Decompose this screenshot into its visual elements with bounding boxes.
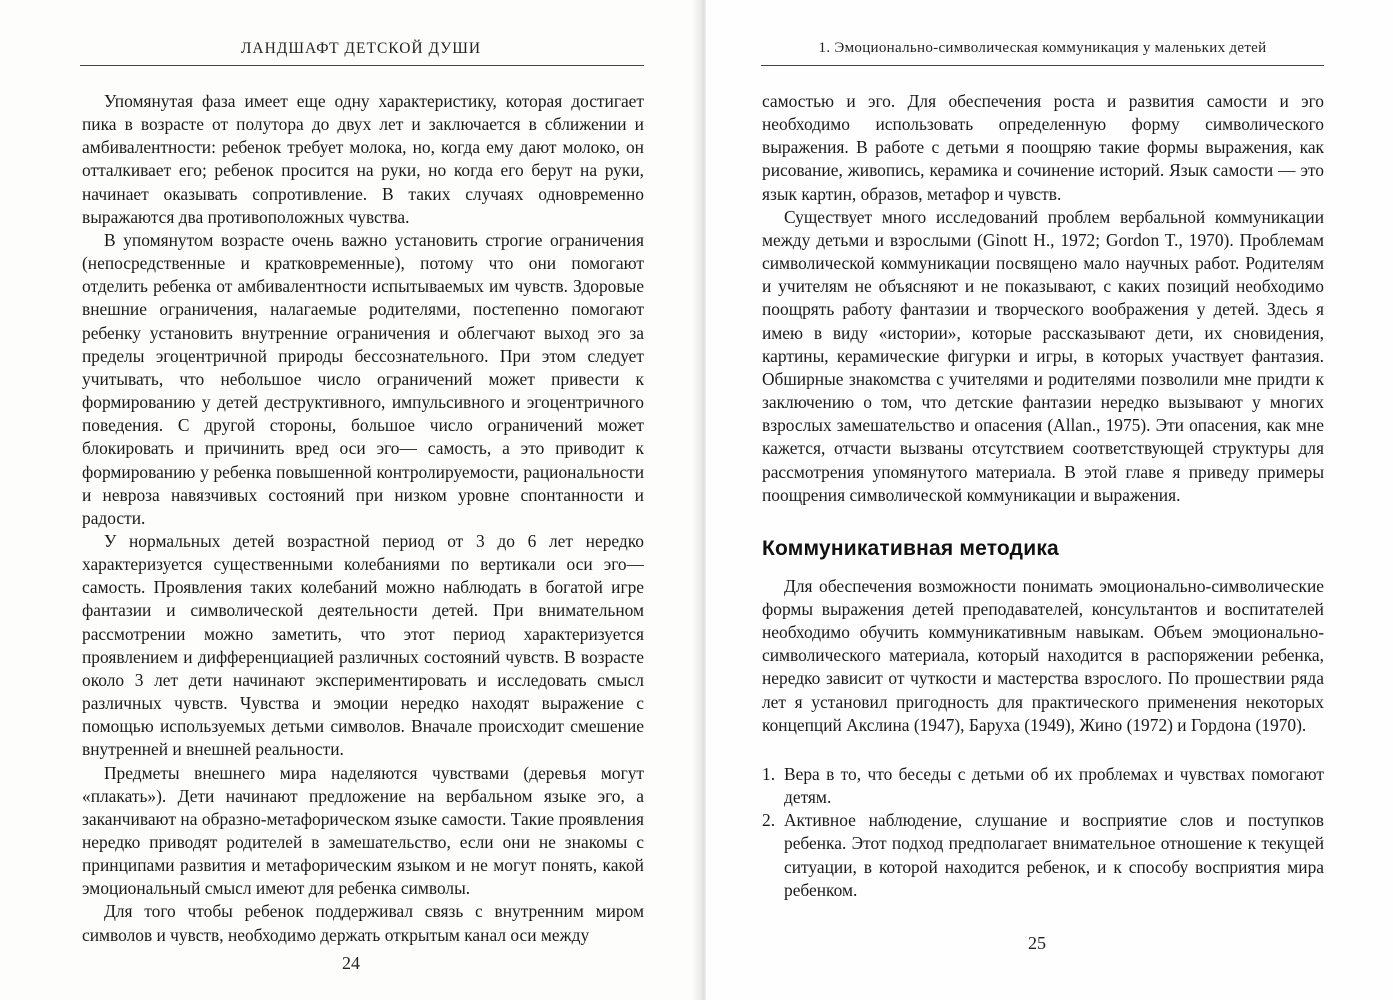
- running-head-right: 1. Эмоционально-символическая коммуникация у маленьких детей: [818, 40, 1267, 56]
- section-heading: Коммуникативная методика: [762, 536, 1059, 560]
- paragraph: У нормальных детей возрастной период от 3 до 6 лет нередко характеризуется существенными колебаниями по вертикали оси эго— самость. Проявления таких колебаний можно наблюдать в богатой игре фантазии и символической деятельности детей. При внимательном рассмотрении можно заметить, что этот период характеризуется проявлением и дифференциацией различных состояний чувств. В возрасте около 3 лет дети начинают экспериментировать и исследовать смысл различных чувств. Чувства и эмоции нередко находят выражение с помощью используемых детьми символов. Вначале происходит смешение внутренней и внешней реальности.: [82, 530, 644, 760]
- numbered-list: [762, 763, 1324, 902]
- header-rule-left: [80, 65, 644, 66]
- paragraph: Для обеспечения возможности понимать эмоционально-символические формы выражения детей преподавателей, консультантов и воспитателей необходимо обучить коммуникативным навыкам. Объем эмоционально-символического материала, который находится в распоряжении ребенка, нередко зависит от чуткости и мастерства взрослого. По прошествии ряда лет я установил пригодность для практического применения некоторых концепций Акслина (1947), Баруха (1949), Жино (1972) и Гордона (1970).: [762, 575, 1324, 735]
- list-item: [762, 763, 1324, 809]
- paragraph: Упомянутая фаза имеет еще одну характеристику, которая достигает пика в возрасте от полутора до двух лет и заключается в сближении и амбивалентности: ребенок требует молока, но, когда ему дают молоко, он отталкивает его; ребенок просится на руки, но когда его берут на руки, начинает оказывать сопротивление. В таких случаях одновременно выражаются два противоположных чувства.: [82, 91, 644, 227]
- list-item-number: 2.: [762, 810, 776, 831]
- paragraph: В упомянутом возрасте очень важно установить строгие ограничения (непосредственные и кратковременные), потому что они помогают отделить ребенка от амбивалентности испытываемых им чувств. Здоровые внешние ограничения, налагаемые родителями, постепенно помогают ребенку установить внутренние ограничения и облегчают выход эго за пределы эгоцентричной природы бессознательного. При этом следует учитывать, что небольшое число ограничений может привести к формированию у детей деструктивного, импульсивного и эгоцентричного поведения. С другой стороны, большое число ограничений может блокировать и причинить вред оси эго— самость, а это приводит к формированию у ребенка повышенной контролируемости, рациональности и невроза навязчивых состояний при низком уровне спонтанности и радости.: [82, 229, 644, 528]
- list-item-text: Активное наблюдение, слушание и восприятие слов и поступков ребенка. Этот подход предполагает внимательное отношение к текущей ситуации, в которой находится ребенок, и к способу восприятия мира ребенком.: [784, 810, 1324, 900]
- page-number-left: 24: [342, 953, 360, 973]
- list-item: [762, 809, 1324, 902]
- paragraph: Предметы внешнего мира наделяются чувствами (деревья могут «плакать»). Дети начинают предложение на вербальном языке эго, а заканчивают на образно-метафорическом языке самости. Такие проявления нередко приводят родителей в замешательство, если они не знакомы с принципами развития и метафорическим языком и не могут понять, какой эмоциональный смысл имеют для ребенка символы.: [82, 762, 644, 899]
- left-page-body: [82, 90, 644, 947]
- list-item-text: Вера в то, что беседы с детьми об их проблемах и чувствах помогают детям.: [784, 763, 1324, 808]
- running-head-left: ЛАНДШАФТ ДЕТСКОЙ ДУШИ: [240, 40, 482, 57]
- paragraph: Существует много исследований проблем вербальной коммуникации между детьми и взрослыми (Ginott H., 1972; Gordon T., 1970). Проблемам символической коммуникации посвящено мало научных работ. Родителям и учителям не объясняют и не показывают, с каких позиций необходимо поощрять работу фантазии и творческого воображения у детей. Здесь я имею в виду «истории», которые рассказывают дети, их сновидения, картины, керамические фигурки и игры, в которых участвует фантазия. Обширные знакомства с учителями и родителями позволили мне придти к заключению о том, что детские фантазии нередко вызывают у многих взрослых замешательство и опасения (Allan., 1975). Эти опасения, как мне кажется, отчасти вызваны отсутствием соответствующей структуры для рассмотрения упомянутого материала. В этой главе я приведу примеры поощрения символической коммуникации и выражения.: [762, 206, 1324, 505]
- page-number-right: 25: [1028, 933, 1046, 953]
- list-item-number: 1.: [762, 763, 776, 784]
- paragraph: Для того чтобы ребенок поддерживал связь с внутренним миром символов и чувств, необходимо держать открытым канал оси между: [82, 901, 644, 945]
- right-page: [706, 0, 1393, 1000]
- right-page-body: [762, 90, 1324, 902]
- paragraph: самостью и эго. Для обеспечения роста и развития самости и эго необходимо использовать определенную форму символического выражения. В работе с детьми я поощряю такие формы выражения, как рисование, живопись, керамика и сочинение историй. Язык самости — это язык картин, образов, метафор и чувств.: [762, 91, 1324, 204]
- header-rule-right: [761, 65, 1324, 66]
